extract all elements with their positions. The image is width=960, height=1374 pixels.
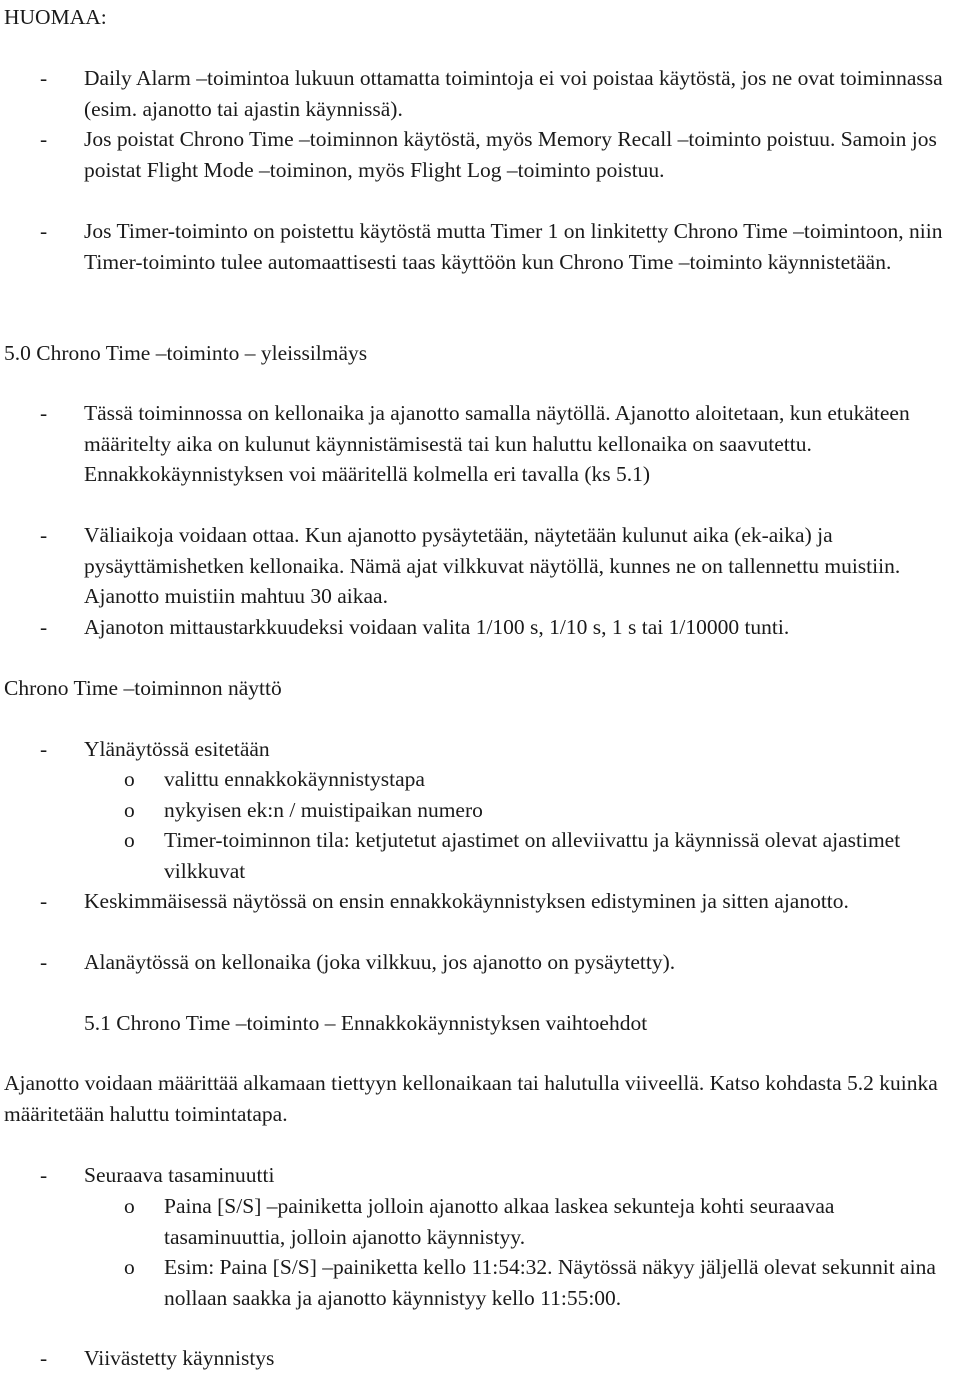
list-dash: - (40, 127, 48, 151)
display-top-sub-2: nykyisen ek:n / muistipaikan numero (164, 798, 483, 822)
section-51-intro: Ajanotto voidaan määrittää alkamaan tiettyyn kellonaikaan tai halutulla viiveellä. Katso kohdasta 5.2 kuinka määritetään haluttu toimintatapa. (4, 1071, 938, 1126)
list-dash: - (40, 401, 48, 425)
sub-bullet: o (124, 767, 135, 791)
section-50-item-2: Väliaikoja voidaan ottaa. Kun ajanotto pysäytetään, näytetään kulunut aika (ek-aika) ja pysäyttämishetken kellonaika. Nämä ajat vilkkuvat näytöllä, kunnes ne on tallennettu muistiin. Ajanotto muistiin mahtuu 30 aikaa. (84, 523, 901, 608)
sub-bullet: o (124, 828, 135, 852)
note-heading: HUOMAA: (4, 5, 107, 29)
next-minute-sub-2: Esim: Paina [S/S] –painiketta kello 11:54:32. Näytössä näkyy jäljellä olevat sekunnit aina nollaan saakka ja ajanotto käynnistyy kello 11:55:00. (164, 1255, 936, 1310)
list-dash: - (40, 1163, 48, 1187)
list-dash: - (40, 523, 48, 547)
list-dash: - (40, 950, 48, 974)
next-minute-sub-1: Paina [S/S] –painiketta jolloin ajanotto alkaa laskea sekunteja kohti seuraavaa tasaminuuttia, jolloin ajanotto käynnistyy. (164, 1194, 835, 1249)
next-minute-label: Seuraava tasaminuutti (84, 1163, 275, 1187)
delayed-start-label: Viivästetty käynnistys (84, 1346, 275, 1370)
display-middle: Keskimmäisessä näytössä on ensin ennakkokäynnistyksen edistyminen ja sitten ajanotto. (84, 889, 849, 913)
section-51-heading: 5.1 Chrono Time –toiminto – Ennakkokäynnistyksen vaihtoehdot (84, 1011, 648, 1035)
list-dash: - (40, 615, 48, 639)
display-top-label: Ylänäytössä esitetään (84, 737, 270, 761)
section-50-heading: 5.0 Chrono Time –toiminto – yleissilmäys (4, 341, 368, 365)
list-dash: - (40, 66, 48, 90)
list-dash: - (40, 737, 48, 761)
display-bottom: Alanäytössä on kellonaika (joka vilkkuu, jos ajanotto on pysäytetty). (84, 950, 676, 974)
section-50-item-3: Ajanoton mittaustarkkuudeksi voidaan valita 1/100 s, 1/10 s, 1 s tai 1/10000 tunti. (84, 615, 790, 639)
display-top-sub-3: Timer-toiminnon tila: ketjutetut ajastimet on alleviivattu ja käynnissä olevat ajastimet vilkkuvat (164, 828, 901, 883)
display-heading: Chrono Time –toiminnon näyttö (4, 676, 282, 700)
sub-bullet: o (124, 1255, 135, 1279)
list-dash: - (40, 889, 48, 913)
sub-bullet: o (124, 798, 135, 822)
display-top-sub-1: valittu ennakkokäynnistystapa (164, 767, 425, 791)
note-item-2: Jos poistat Chrono Time –toiminnon käytöstä, myös Memory Recall –toiminto poistuu. Samoin jos poistat Flight Mode –toiminon, myös Flight Log –toiminto poistuu. (84, 127, 937, 182)
sub-bullet: o (124, 1194, 135, 1218)
note-item-1: Daily Alarm –toimintoa lukuun ottamatta toimintoja ei voi poistaa käytöstä, jos ne ovat toiminnassa (esim. ajanotto tai ajastin käynnissä). (84, 66, 943, 121)
list-dash: - (40, 219, 48, 243)
list-dash: - (40, 1346, 48, 1370)
note-item-3: Jos Timer-toiminto on poistettu käytöstä mutta Timer 1 on linkitetty Chrono Time –toimintoon, niin Timer-toiminto tulee automaattisesti taas käyttöön kun Chrono Time –toiminto käynnistetään. (84, 219, 943, 274)
section-50-item-1: Tässä toiminnossa on kellonaika ja ajanotto samalla näytöllä. Ajanotto aloitetaan, kun etukäteen määritelty aika on kulunut käynnistämisestä tai kun haluttu kellonaika on saavutettu. Ennakkokäynnistyksen voi määritellä kolmella eri tavalla (ks 5.1) (84, 401, 910, 486)
